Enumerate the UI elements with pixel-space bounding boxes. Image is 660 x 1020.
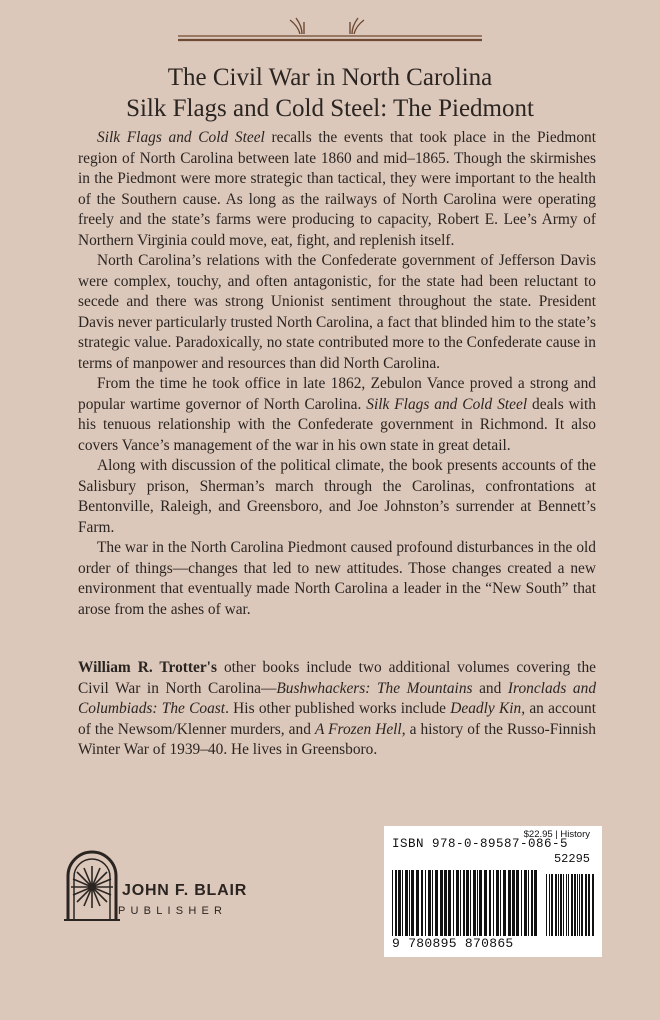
addon-bar — [558, 874, 559, 936]
barcode-bar — [528, 870, 529, 936]
barcode-bar — [493, 870, 494, 936]
description — [78, 128, 596, 620]
barcode-bar — [398, 870, 401, 936]
barcode-bar — [524, 870, 527, 936]
paragraph-2: North Carolina’s relations with the Confederate government of Jefferson Davis were complex, touchy, and often antagonistic, for the state had been reluctant to secede and there was strong Unionist sentiment throughout the state. President Davis never particularly trusted North Carolina, a fact that blinded him to the state’s strategic value. Paradoxically, no state contributed more to the Confederate cause in terms of manpower and resources than did North Carolina. — [78, 252, 596, 372]
addon-bar — [563, 874, 564, 936]
addon-bar — [592, 874, 594, 936]
barcode-bar — [470, 870, 471, 936]
barcode-bar — [435, 870, 438, 936]
addon-bar — [546, 874, 547, 936]
barcode-bar — [466, 870, 469, 936]
barcode-bar — [496, 870, 499, 936]
barcode-bar — [512, 870, 515, 936]
barcode-bar — [463, 870, 465, 936]
price-addon-code: 52295 — [553, 852, 590, 866]
title-line-2: Silk Flags and Cold Steel: The Piedmont — [126, 95, 534, 122]
sunburst-arch-icon — [62, 846, 122, 922]
publisher-subtitle: PUBLISHER — [118, 905, 228, 917]
addon-bar — [571, 874, 573, 936]
addon-bar — [579, 874, 580, 936]
barcode-bar — [444, 870, 447, 936]
paragraph-5: The war in the North Carolina Piedmont caused profound disturbances in the old order of things—changes that led to new attitudes. Those changes created a new environment that eventually made North Carolina a leader in the “New South” that arose from the ashes of war. — [78, 539, 596, 618]
barcode-bar — [453, 870, 454, 936]
barcode-bar — [477, 870, 478, 936]
paragraph-4: Along with discussion of the political climate, the book presents accounts of the Salisbury prison, Sherman’s march through the Carolinas, confrontations at Bentonville, Raleigh, and Greensboro, and Joe Johnston’s surrender at Bennett’s Farm. — [78, 457, 596, 536]
barcode-bar — [440, 870, 443, 936]
addon-bar — [560, 874, 562, 936]
addon-bar — [551, 874, 553, 936]
barcode-bar — [405, 870, 408, 936]
barcode-bar — [508, 870, 511, 936]
barcode-bar — [392, 870, 393, 936]
barcode-bar — [416, 870, 419, 936]
barcode-digits: 9 780895 870865 — [392, 936, 514, 951]
barcode-bar — [479, 870, 482, 936]
book-title-italic: Silk Flags and Cold Steel — [97, 129, 265, 146]
barcode-bar — [484, 870, 487, 936]
barcode-bar — [411, 870, 414, 936]
author-bio: William R. Trotter's other books include two additional volumes covering the Civil War in North Carolina—Bushwhackers: The Mountains and Ironclads and Columbiads: The Coast. His other published works include Deadly Kin, an account of the Newsom/Klenner murders, and A Frozen Hell, a history of the Russo-Finnish Winter War of 1939–40. He lives in Greensboro. — [78, 659, 597, 758]
barcode-panel — [384, 826, 602, 957]
barcode-bar — [489, 870, 491, 936]
barcode-bar — [503, 870, 506, 936]
addon-bar — [581, 874, 583, 936]
addon-bar — [555, 874, 557, 936]
barcode-bar — [428, 870, 431, 936]
barcode-bar — [516, 870, 519, 936]
barcode-bar — [500, 870, 501, 936]
barcode-bar — [409, 870, 410, 936]
barcode-bar — [521, 870, 522, 936]
author-name: William R. Trotter's — [78, 659, 217, 676]
barcode-bar — [395, 870, 397, 936]
barcode-bars — [388, 852, 600, 936]
paragraph-1: Silk Flags and Cold Steel recalls the events that took place in the Piedmont region of North Carolina between late 1860 and mid–1865. Though the skirmishes in the Piedmont were more strategic than tactical, they were important to the health of the Southern cause. As long as the railways of North Carolina were operating freely and the state’s farms were producing to capacity, Robert E. Lee’s Army of Northern Virginia could move, eat, fight, and replenish itself. — [78, 129, 596, 249]
barcode-bar — [421, 870, 423, 936]
barcode-bar — [448, 870, 451, 936]
barcode-bar — [432, 870, 433, 936]
addon-bar — [549, 874, 550, 936]
addon-bar — [585, 874, 587, 936]
barcode-bar — [425, 870, 426, 936]
publisher-name: JOHN F. BLAIR — [122, 882, 248, 899]
barcode-bar — [456, 870, 459, 936]
book-title — [0, 62, 660, 124]
addon-bar — [568, 874, 569, 936]
isbn-text: ISBN 978-0-89587-086-5 — [392, 837, 569, 851]
title-line-1: The Civil War in North Carolina — [167, 64, 493, 91]
leaf-ornament-icon — [290, 18, 364, 34]
paragraph-3: From the time he took office in late 1862, Zebulon Vance proved a strong and popular wartime governor of North Carolina. Silk Flags and Cold Steel deals with his tenuous relationship with the Confederate government in Richmond. It also covers Vance’s management of the war in his own state in great detail. — [78, 375, 596, 454]
addon-bar — [566, 874, 567, 936]
barcode-bar — [402, 870, 403, 936]
barcode-bar — [534, 870, 537, 936]
addon-bar — [588, 874, 590, 936]
addon-bar — [577, 874, 578, 936]
barcode-bar — [531, 870, 533, 936]
addon-bar — [574, 874, 576, 936]
barcode-bar — [460, 870, 461, 936]
price-category: $22.95 | History — [523, 829, 590, 840]
header-ornament — [178, 14, 482, 48]
barcode-bar — [473, 870, 476, 936]
